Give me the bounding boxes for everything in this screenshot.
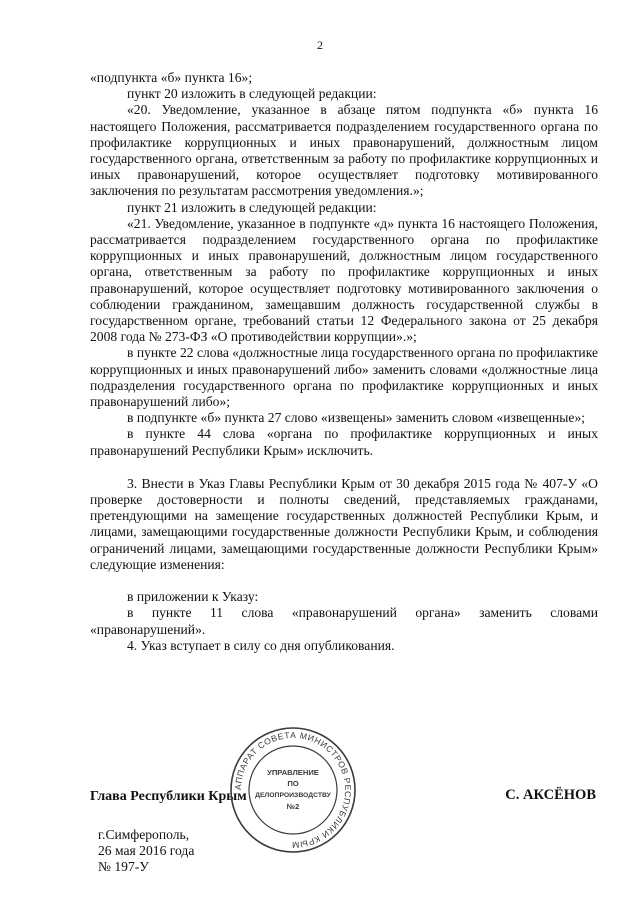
stamp-outer-text: АППАРАТ СОВЕТА МИНИСТРОВ РЕСПУБЛИКИ КРЫМ (232, 729, 354, 851)
document-body (90, 70, 598, 654)
paragraph: в подпункте «б» пункта 27 слово «извещены» заменить словом «извещенные»; (127, 410, 586, 426)
paragraph: пункт 20 изложить в следующей редакции: (127, 86, 377, 102)
paragraph: 4. Указ вступает в силу со дня опубликования. (127, 637, 395, 653)
spacer (90, 459, 598, 476)
place-date-block (98, 827, 194, 876)
paragraph: «подпункта «б» пункта 16»; (90, 70, 253, 85)
decree-number: № 197-У (98, 859, 149, 875)
date: 26 мая 2016 года (98, 843, 195, 859)
paragraph: 3. Внести в Указ Главы Республики Крым от 30 декабря 2015 года № 407-У «О проверке достоверности и полноты сведений, представляемых гражданами, претендующими на замещение государственных должностей Республики Крым, и лицами, замещающими государственные должности Республики Крым, и соблюдения ограничений лицами, замещающими государственные должности Республики Крым» следующие изменения: (90, 475, 598, 572)
official-stamp (228, 725, 358, 855)
stamp-line-1: УПРАВЛЕНИЕ (267, 768, 319, 777)
paragraph: в приложении к Указу: (127, 589, 259, 605)
paragraph: в пункте 44 слова «органа по профилактике коррупционных и иных правонарушений Республики Крым» исключить. (90, 426, 598, 458)
page-number: 2 (317, 38, 323, 52)
stamp-line-4: №2 (286, 802, 300, 811)
paragraph: в пункте 11 слова «правонарушений органа» заменить словами «правонарушений». (90, 605, 598, 637)
city: г.Симферополь, (98, 827, 190, 842)
stamp-inner-ring (249, 746, 337, 834)
signature-name: С. АКСЁНОВ (505, 787, 596, 803)
paragraph: «20. Уведомление, указанное в абзаце пятом подпункта «б» пункта 16 настоящего Положения, рассматривается подразделением государственного органа по профилактике коррупционных и иных правонарушений, должностным лицом государственного органа, ответственным за работу по профилактике коррупционных и иных правонарушений, которое осуществляет подготовку мотивированного заключения по результатам рассмотрения уведомления.»; (90, 102, 598, 199)
paragraph: пункт 21 изложить в следующей редакции: (127, 199, 377, 215)
stamp-line-3: ДЕЛОПРОИЗВОДСТВУ (255, 792, 331, 799)
paragraph: в пункте 22 слова «должностные лица государственного органа по профилактике коррупционных и иных правонарушений либо» заменить словами «должностные лица подразделения государственного органа по профилактике коррупционных и иных правонарушений либо»; (90, 345, 598, 410)
stamp-line-2: ПО (287, 779, 299, 788)
spacer (90, 573, 598, 589)
signature-title: Глава Республики Крым (90, 789, 247, 804)
paragraph: «21. Уведомление, указанное в подпункте «д» пункта 16 настоящего Положения, рассматривается подразделением государственного органа по профилактике коррупционных и иных правонарушений, должностным лицом государственного органа, ответственным за работу по профилактике коррупционных и иных правонарушений, которое осуществляет подготовку мотивированного заключения о соблюдении гражданином, замещавшим должность государственной службы в государственном органе, требований статьи 12 Федерального закона от 25 декабря 2008 года № 273-ФЗ «О противодействии коррупции».»; (90, 215, 598, 345)
